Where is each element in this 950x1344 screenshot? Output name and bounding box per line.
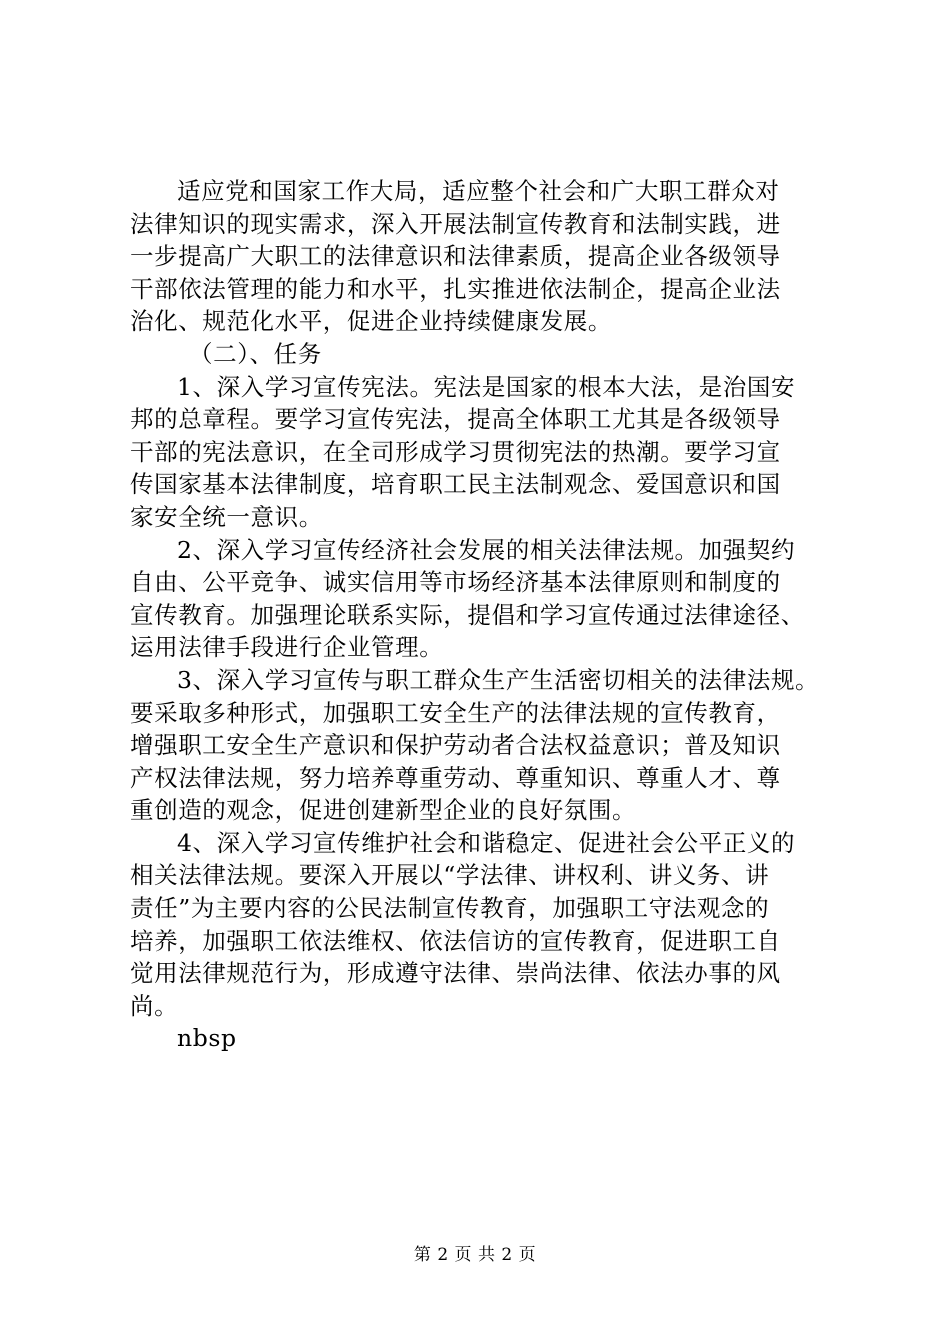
paragraph-line: 干部依法管理的能力和水平，扎实推进依法制企，提高企业法 (130, 274, 781, 303)
paragraph-line: 家安全统一意识。 (130, 502, 323, 531)
paragraph-line: 干部的宪法意识，在全司形成学习贯彻宪法的热潮。要学习宣 (130, 437, 781, 466)
paragraph-line: 一步提高广大职工的法律意识和法律素质，提高企业各级领导 (130, 242, 781, 271)
paragraph-line: 觉用法律规范行为，形成遵守法律、崇尚法律、依法办事的风 (130, 959, 781, 988)
paragraph-line: nbsp (177, 1024, 237, 1053)
paragraph-line: 增强职工安全生产意识和保护劳动者合法权益意识；普及知识 (130, 731, 781, 760)
paragraph-line: 产权法律法规，努力培养尊重劳动、尊重知识、尊重人才、尊 (130, 763, 781, 792)
paragraph-line: 邦的总章程。要学习宣传宪法，提高全体职工尤其是各级领导 (130, 405, 781, 434)
paragraph-line: 运用法律手段进行企业管理。 (130, 633, 444, 662)
paragraph-line: 传国家基本法律制度，培育职工民主法制观念、爱国意识和国 (130, 470, 781, 499)
paragraph-line: 治化、规范化水平，促进企业持续健康发展。 (130, 307, 612, 336)
paragraph-line: 1、深入学习宣传宪法。宪法是国家的根本大法，是治国安 (177, 372, 796, 401)
document-body (130, 175, 840, 1055)
paragraph-line: 2、深入学习宣传经济社会发展的相关法律法规。加强契约 (177, 535, 796, 564)
paragraph-line: 法律知识的现实需求，深入开展法制宣传教育和法制实践，进 (130, 209, 781, 238)
paragraph-line: 4、深入学习宣传维护社会和谐稳定、促进社会公平正义的 (177, 828, 796, 857)
paragraph-line: 培养，加强职工依法维权、依法信访的宣传教育，促进职工自 (130, 926, 781, 955)
paragraph-line: 适应党和国家工作大局，适应整个社会和广大职工群众对 (177, 177, 780, 205)
section-heading: （二）、任务 (189, 339, 322, 368)
paragraph-line: 尚。 (130, 991, 179, 1020)
paragraph-line: 重创造的观念，促进创建新型企业的良好氛围。 (130, 796, 637, 825)
paragraph-line: 宣传教育。加强理论联系实际，提倡和学习宣传通过法律途径、 (130, 600, 805, 629)
paragraph-line: 3、深入学习宣传与职工群众生产生活密切相关的法律法规。 (177, 665, 820, 694)
paragraph-line: 自由、公平竞争、诚实信用等市场经济基本法律原则和制度的 (130, 568, 781, 597)
page-footer: 第 2 页 共 2 页 (413, 1245, 537, 1265)
paragraph-line: 要采取多种形式，加强职工安全生产的法律法规的宣传教育， (130, 698, 781, 727)
paragraph-line: 相关法律法规。要深入开展以“学法律、讲权利、讲义务、讲 (130, 861, 770, 890)
paragraph-line: 责任”为主要内容的公民法制宣传教育，加强职工守法观念的 (130, 894, 770, 923)
